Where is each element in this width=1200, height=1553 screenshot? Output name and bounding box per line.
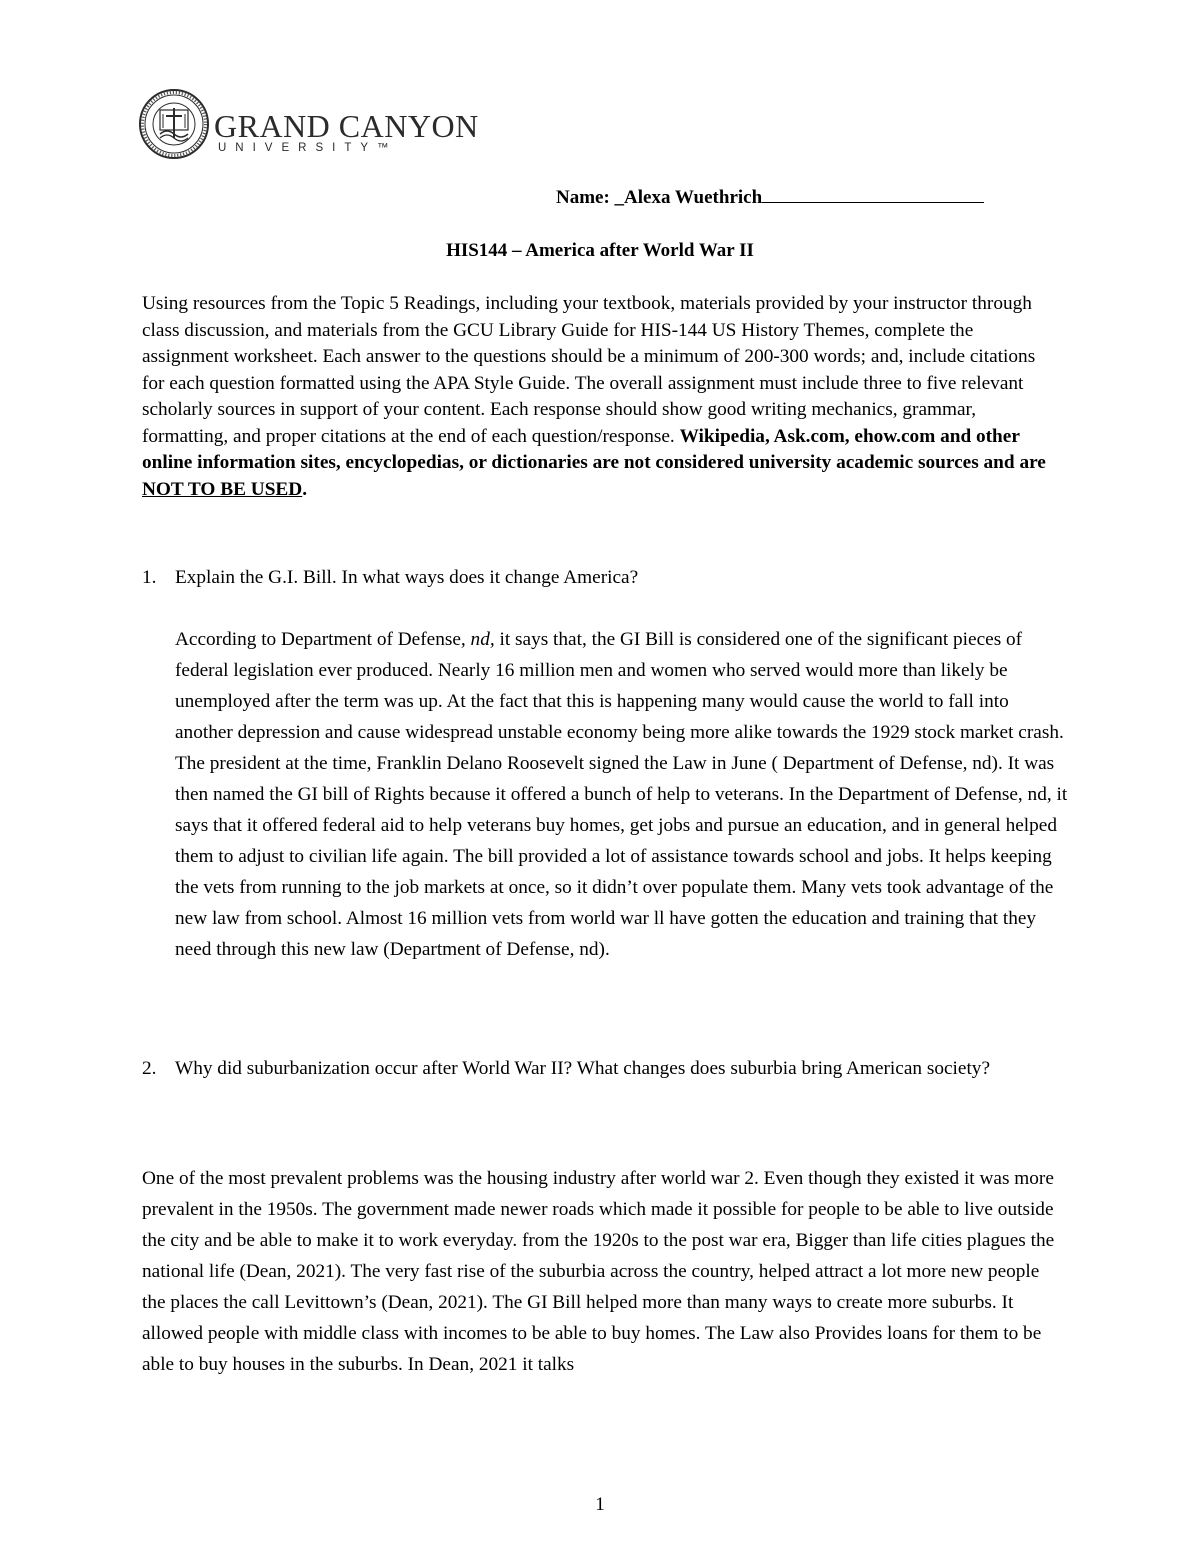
answer-text-cont: it says that, the GI Bill is considered one of the significant pieces of federal legislation ever produced. Nearly 16 million men and women who served would more than likely be unemployed after the term was up. At the fact that this is happening many would cause the world to fall into another depression and cause widespread unstable economy being more alike towards the 1929 stock market crash. The president at the time, Franklin Delano Roosevelt signed the Law in June ( Department of Defense, nd). It was then named the GI bill of Rights because it offered a bunch of help to veterans. In the Department of Defense, nd, it says that it offered federal aid to help veterans buy homes, get jobs and pursue an education, and in general helped them to adjust to civilian life again. The bill provided a lot of assistance towards school and jobs. It helps keeping the vets from running to the job markets at once, so it didn’t over populate them. Many vets took advantage of the new law from school. Almost 16 million vets from world war ll have gotten the education and training that they need through this new law (Department of Defense, nd). <box>175 629 1068 960</box>
page-number: 1 <box>595 1494 605 1515</box>
instructions-text: Using resources from the Topic 5 Readings, including your textbook, materials provided by your instructor through class discussion, and materials from the GCU Library Guide for HIS-144 US History Themes, complete the assignment worksheet. Each answer to the questions should be a minimum of 200-300 words; and, include citations for each question formatted using the APA Style Guide. The overall assignment must include three to five relevant scholarly sources in support of your content. Each response should show good writing mechanics, grammar, formatting, and proper citations at the end of each question/response. <box>142 293 1036 447</box>
answer-1 <box>175 624 1070 965</box>
name-underline <box>762 184 984 203</box>
question-number: 2. <box>142 1058 157 1079</box>
question-number: 1. <box>142 567 157 588</box>
answer-text: According to Department of Defense <box>175 629 461 650</box>
instructions-warning: Wikipedia, Ask.com, ehow.com and other online information sites, encyclopedias, or dictionaries are not considered university academic sources and are <box>142 425 1046 473</box>
logo-wordmark: GRAND CANYON <box>214 108 479 144</box>
university-logo <box>138 88 479 160</box>
student-name-label: Name: _Alexa Wuethrich <box>556 187 763 208</box>
instructions-paragraph <box>142 291 1062 503</box>
document-title: HIS144 – America after World War II <box>446 240 754 261</box>
question-text: Why did suburbanization occur after World War II? What changes does suburbia bring American society? <box>175 1058 991 1079</box>
instructions-warning-emphasis: NOT TO BE USED <box>142 478 303 500</box>
logo-subtitle: UNIVERSITY™ <box>218 142 398 154</box>
question-text: Explain the G.I. Bill. In what ways does it change America? <box>175 567 639 588</box>
student-name-field <box>556 184 984 209</box>
answer-2: One of the most prevalent problems was the housing industry after world war 2. Even though they existed it was more prevalent in the 1950s. The government made newer roads which made it possible for people to be able to live outside the city and be able to make it to work everyday. from the 1920s to the post war era, Bigger than life cities plagues the national life (Dean, 2021). The very fast rise of the suburbia across the country, helped attract a lot more new people the places the call Levittown’s (Dean, 2021). The GI Bill helped more than many ways to create more suburbs. It allowed people with middle class with incomes to be able to buy homes. The Law also Provides loans for them to be able to buy houses in the suburbs. In Dean, 2021 it talks <box>142 1168 1055 1375</box>
instructions-warning-end: . <box>302 478 308 500</box>
university-seal-icon <box>138 88 210 160</box>
answer-citation-italic: , nd, <box>460 629 495 650</box>
